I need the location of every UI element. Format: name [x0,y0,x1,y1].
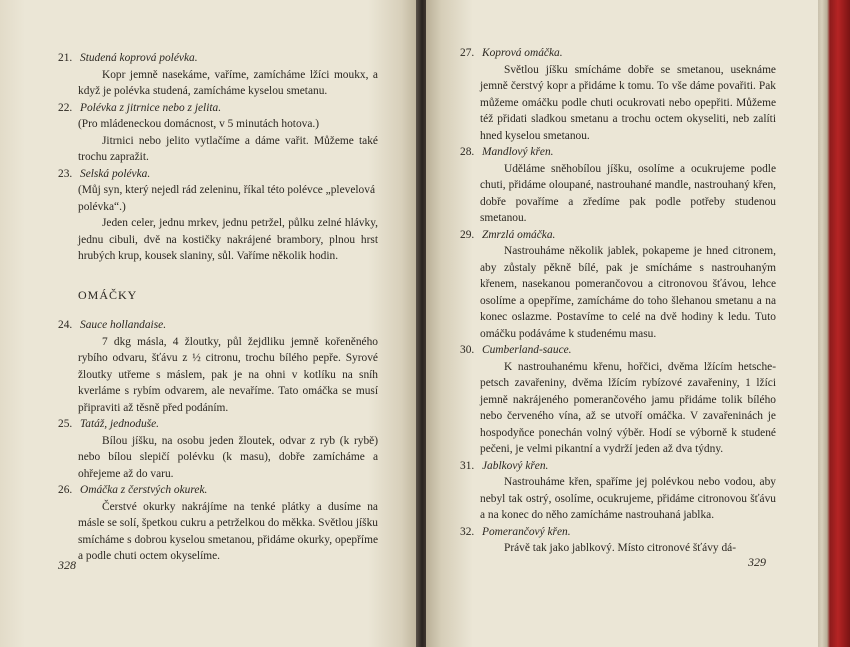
recipe-text: Jitrnici nebo jelito vytlačíme a dáme vařit. Můžeme také trochu zapražit. [78,134,378,163]
recipe-number: 30. [460,344,475,356]
recipe-21 [58,50,378,100]
recipe-title: Pomerančový křen. [482,525,571,538]
recipe-text: Čerstvé okurky nakrájíme na tenké plátky a dusíme na másle se solí, špetkou cukru a petrželkou do měkka. Světlou jíšku smícháme s dobrou kyselou smetanou, přidáme okurky, opepříme a podle chuti octem okyselíme. [78,500,378,562]
recipe-title: Tatáž, jednoduše. [80,418,160,430]
recipe-28 [460,144,776,227]
recipe-27 [460,45,776,144]
page-number-right: 329 [748,555,766,569]
recipe-number: 24. [58,319,73,331]
recipe-22 [58,100,378,166]
recipe-text: Kopr jemně nasekáme, vaříme, zamícháme lžíci moukx, a když je polévka studená, zamícháme kyselou smetanu. [78,68,378,97]
recipe-text: Světlou jíšku smícháme dobře se smetanou, useknáme jemně čerstvý kopr a přidáme k tomu. To vše dáme povařiti. Pak můžeme omáčku podle chuti ocukrovati nebo opepřiti. Můžeme též přidati sladkou smetanu a trochu octem okyseliti, neb zalíti hned kyselou smetanou. [480,63,776,142]
recipe-title: Cumberland-sauce. [482,344,572,356]
recipe-number: 29. [460,228,475,241]
recipe-number: 25. [58,418,73,430]
recipe-26 [58,482,378,565]
recipe-note: (Můj syn, který nejedl rád zeleninu, říkal této polévce „plevelová polévka“.) [78,184,375,213]
recipe-text: Bílou jíšku, na osobu jeden žloutek, odvar z ryb (k rybě) nebo bílou slepičí polévku (k masu), dobře zamícháme a ohřejeme až do varu. [78,434,378,480]
recipe-title: Sauce hollandaise. [80,319,167,331]
recipe-30 [460,342,776,458]
recipe-text: Jeden celer, jednu mrkev, jednu petržel, půlku zelné hlávky, jednu cibuli, dvě na kostičky nakrájené brambory, plnou hrst hrubých krup, kousek slaniny, sůl. Vaříme několik hodin. [78,217,378,262]
recipe-text: Právě tak jako jablkový. Místo citronové šťávy dá- [504,542,736,554]
left-page-text [58,50,378,565]
recipe-24 [58,317,378,416]
section-title: OMÁČKY [78,287,138,302]
recipe-text: K nastrouhanému křenu, hořčici, dvěma lžícím hetsche-petsch zavařeniny, dvěma lžícím rybízové zavařeniny, 1 lžíci jemně nakrájeného pomerančového jamu přidáme tolik bílého nebo červeného vína, až se utvoří omáčka. V zavařeninách je hospodyňce ponechán volný výběr. Hodí se výborně k studené pečeni, je velmi pikantní a vydrží jeden až dva týdny. [480,360,776,455]
recipe-title: Selská polévka. [80,167,151,180]
recipe-text: 7 dkg másla, 4 žloutky, půl žejdliku jemně kořeněného rybího odvaru, šťávu z ½ citronu, trochu bílého pepře. Syrové žloutky utřeme s máslem, pak je na ohni v kotlíku na sníh kverláme s rybím odvarem, ale nevaříme. Tato omáčka se musí připraviti až těsně před podáním. [78,335,378,414]
recipe-title: Mandlový křen. [482,146,554,158]
recipe-title: Koprová omáčka. [482,47,563,59]
recipe-number: 32. [460,525,475,538]
recipe-number: 22. [58,101,73,114]
recipe-number: 21. [58,52,73,64]
page-number-left: 328 [58,558,76,572]
recipe-25 [58,416,378,482]
recipe-text: Nastrouháme křen, spaříme jej polévkou nebo vodou, aby nebyl tak ostrý, osolíme, ocukrujeme, přidáme citronovou šťávu a na konec do něho zamícháme nastrouhaná jablka. [480,476,776,521]
recipe-23 [58,166,378,265]
right-page-text [460,45,776,557]
recipe-number: 31. [460,459,475,472]
recipe-title: Polévka z jitrnice nebo z jelita. [80,101,222,114]
recipe-note: (Pro mládeneckou domácnost, v 5 minutách hotova.) [78,118,320,130]
recipe-29 [460,227,776,343]
recipe-32 [460,524,776,557]
recipe-text: Uděláme sněhobílou jíšku, osolíme a ocukrujeme podle chuti, přidáme oloupané, nastrouhané mandle, nastrouhaný křen, dobře povaříme a zředíme pak podle potřeby studenou smetanou. [480,162,776,224]
recipe-title: Jablkový křen. [482,459,549,472]
recipe-number: 28. [460,146,475,158]
recipe-number: 23. [58,167,73,180]
recipe-text: Nastrouháme několik jablek, pokapeme je hned citronem, aby zůstaly pěkně bílé, pak je smícháme s nastrouhaným křenem, nasekanou pomerančovou a citronovou šťávou, lehce osolíme a opepříme, zamícháme do toho šlehanou smetanu a na konec oslazme. Postavíme to celé na dvě hodiny k ledu. Tuto omáčku podáváme k studenému masu. [480,245,776,340]
recipe-title: Omáčka z čerstvých okurek. [80,484,208,496]
recipe-number: 26. [58,484,73,496]
recipe-title: Zmrzlá omáčka. [482,228,556,241]
red-cover-edge [818,0,850,647]
recipe-title: Studená koprová polévka. [80,52,198,64]
recipe-number: 27. [460,47,475,59]
recipe-31 [460,458,776,524]
